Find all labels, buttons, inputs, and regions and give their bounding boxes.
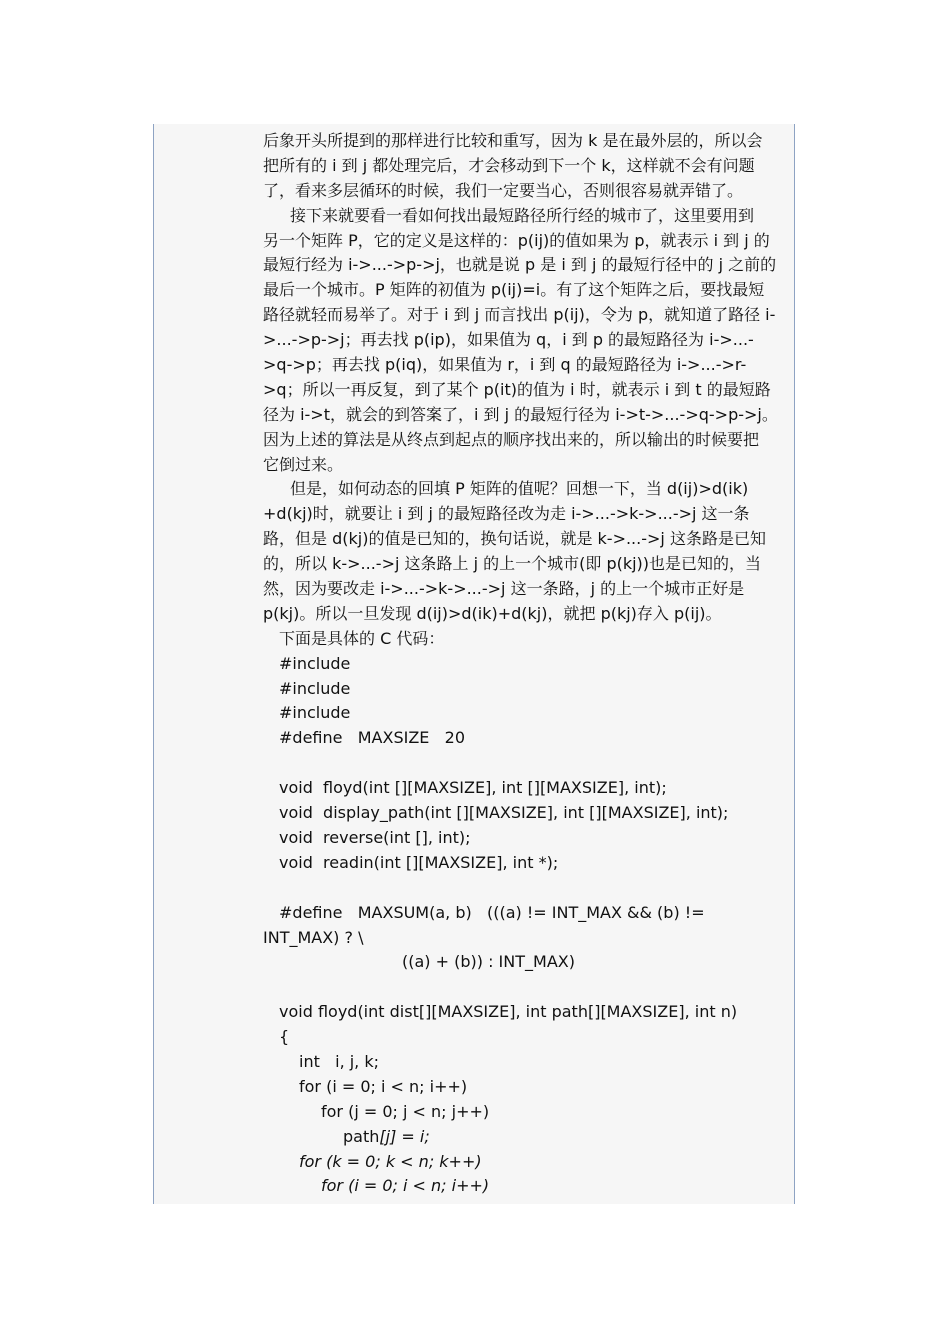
code-prototype-reverse: void reverse(int [], int);	[279, 827, 471, 847]
paragraph-2-line-10: 因为上述的算法是从终点到起点的顺序找出来的，所以输出的时候要把	[263, 429, 760, 449]
code-floyd-open-brace: {	[279, 1027, 290, 1047]
paragraph-1-line-2: 把所有的 i 到 j 都处理完后，才会移动到下一个 k，这样就不会有问题	[263, 155, 755, 175]
code-blank-line	[263, 876, 785, 901]
code-floyd-for-i: for (i = 0; i < n; i++)	[299, 1076, 468, 1096]
paragraph-2-line-3: 最短行经为 i->...->p->j，也就是说 p 是 i 到 j 的最短行径中的 j 之前的	[263, 255, 777, 275]
paragraph-3-line-2: +d(kj)时，就要让 i 到 j 的最短路径改为走 i->...->k->...->j 这一条	[263, 504, 750, 524]
paragraph-2-line-9: 径为 i->t，就会的到答案了，i 到 j 的最短行径为 i->t->...->q->p->j。	[263, 404, 778, 424]
paragraph-2-line-11: 它倒过来。	[263, 454, 344, 474]
paragraph-3-line-1: 但是，如何动态的回填 P 矩阵的值呢？回想一下，当 d(ij)>d(ik)	[290, 479, 749, 499]
paragraph-2-line-1: 接下来就要看一看如何找出最短路径所行经的城市了，这里要用到	[290, 205, 755, 225]
paragraph-3-line-6: p(kj)。所以一旦发现 d(ij)>d(ik)+d(kj)，就把 p(kj)存入 p(ij)。	[263, 603, 722, 623]
code-floyd-for-i2: for (i = 0; i < n; i++)	[321, 1176, 490, 1196]
paragraph-2-line-6: >...->p->j；再去找 p(ip)，如果值为 q，i 到 p 的最短路径为 i->...-	[263, 330, 754, 350]
code-prototype-display-path: void display_path(int [][MAXSIZE], int [][MAXSIZE], int);	[279, 803, 729, 823]
code-define-maxsum-line-2: INT_MAX) ? \	[263, 927, 364, 947]
code-define-maxsum-line-1: #define MAXSUM(a, b) (((a) != INT_MAX && (b) !=	[279, 902, 705, 922]
paragraph-2-line-5: 路径就轻而易举了。对于 i 到 j 而言找出 p(ij)，令为 p，就知道了路径 i-	[263, 305, 776, 325]
paragraph-2-line-2: 另一个矩阵 P，它的定义是这样的：p(ij)的值如果为 p，就表示 i 到 j 的	[263, 230, 770, 250]
code-floyd-signature: void floyd(int dist[][MAXSIZE], int path[][MAXSIZE], int n)	[279, 1002, 738, 1022]
code-intro: 下面是具体的 C 代码：	[279, 628, 445, 648]
code-include-1: #include	[279, 653, 351, 673]
paragraph-1-line-1: 后象开头所提到的那样进行比较和重写，因为 k 是在最外层的，所以会	[263, 131, 763, 150]
code-floyd-path-assign	[263, 1125, 785, 1150]
code-path-normal: path	[343, 1126, 380, 1146]
code-blank-line	[263, 751, 785, 776]
paragraph-1-line-3: 了，看来多层循环的时候，我们一定要当心，否则很容易就弄错了。	[263, 180, 744, 200]
code-floyd-for-k: for (k = 0; k < n; k++)	[299, 1151, 482, 1171]
code-include-2: #include	[279, 678, 351, 698]
code-blank-line	[263, 975, 785, 1000]
code-include-3: #include	[279, 703, 351, 723]
paragraph-2-line-4: 最后一个城市。P 矩阵的初值为 p(ij)=i。有了这个矩阵之后，要找最短	[263, 280, 765, 300]
code-prototype-floyd: void floyd(int [][MAXSIZE], int [][MAXSIZE], int);	[279, 778, 667, 798]
document-body	[263, 129, 785, 1199]
paragraph-2-line-7: >q->p；再去找 p(iq)，如果值为 r，i 到 q 的最短路径为 i->...->r-	[263, 355, 747, 375]
paragraph-3-line-5: 然，因为要改走 i->...->k->...->j 这一条路，j 的上一个城市正好是	[263, 579, 745, 599]
code-floyd-decl: int i, j, k;	[299, 1051, 380, 1071]
paragraph-3-line-3: 路，但是 d(kj)的值是已知的，换句话说，就是 k->...->j 这条路是已知	[263, 529, 766, 549]
code-define-maxsize: #define MAXSIZE 20	[279, 728, 465, 748]
paragraph-2-line-8: >q；所以一再反复，到了某个 p(it)的值为 i 时，就表示 i 到 t 的最短路	[263, 379, 771, 399]
code-define-maxsum-line-3: ((a) + (b)) : INT_MAX)	[402, 952, 575, 972]
paragraph-3-line-4: 的，所以 k->...->j 这条路上 j 的上一个城市(即 p(kj))也是已知的，当	[263, 554, 762, 574]
code-floyd-for-j: for (j = 0; j < n; j++)	[321, 1101, 490, 1121]
code-prototype-readin: void readin(int [][MAXSIZE], int *);	[279, 852, 559, 872]
code-path-italic: [j] = i;	[379, 1126, 430, 1146]
